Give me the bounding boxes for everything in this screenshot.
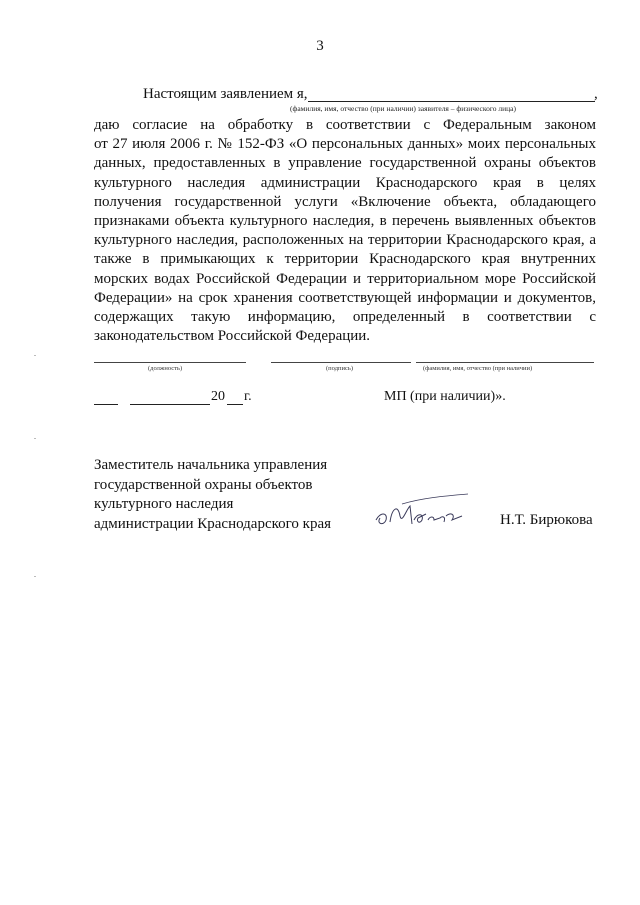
signatory-name: Н.Т. Бирюкова bbox=[500, 512, 593, 528]
paragraph-line: от 27 июля 2006 г. № 152-ФЗ «О персональных данных» моих персональных bbox=[94, 136, 596, 153]
paragraph-line: даю согласие на обработку в соответствии с Федеральным законом bbox=[94, 117, 596, 133]
year-prefix: 20 bbox=[211, 389, 225, 404]
paragraph-line: законодательством Российской Федерации. bbox=[94, 328, 371, 345]
applicant-name-caption: (фамилия, имя, отчество (при наличии) заявителя – физического лица) bbox=[290, 104, 516, 113]
paragraph-line: данных, предоставленных в управление государственной охраны объектов bbox=[94, 155, 596, 172]
position-line bbox=[94, 362, 246, 363]
signatory-title-line: государственной охраны объектов bbox=[94, 476, 313, 493]
signatory-title-line: Заместитель начальника управления bbox=[94, 457, 328, 473]
month-line bbox=[130, 404, 210, 405]
paragraph-line: Федерации» на срок хранения соответствующей информации и документов, bbox=[94, 289, 596, 306]
signatory-title-line: культурного наследия bbox=[94, 496, 234, 512]
paragraph-line: культурного наследия, расположенных на территории Краснодарского края, а bbox=[94, 232, 596, 249]
full-name-line bbox=[416, 362, 594, 363]
signature-line bbox=[271, 362, 411, 363]
paragraph-line: получения государственной услуги «Включение объекта, обладающего bbox=[94, 193, 596, 210]
page-number: 3 bbox=[316, 38, 324, 54]
margin-mark bbox=[34, 438, 36, 439]
handwritten-signature bbox=[372, 490, 472, 536]
statement-intro: Настоящим заявлением я, bbox=[143, 86, 308, 102]
applicant-name-line bbox=[308, 101, 595, 102]
paragraph-line: признаками объекта культурного наследия, в перечень выявленных объектов bbox=[94, 212, 596, 229]
position-caption: (должность) bbox=[148, 365, 183, 372]
consent-paragraph bbox=[94, 116, 596, 346]
paragraph-line: культурного наследия администрации Краснодарского края в целях bbox=[94, 174, 596, 191]
year-suffix: г. bbox=[244, 389, 252, 404]
paragraph-line: морских водах Российской Федерации и территориальном море Российской bbox=[94, 270, 596, 287]
intro-comma: , bbox=[594, 86, 598, 102]
margin-mark bbox=[34, 355, 36, 356]
signatory-title bbox=[94, 456, 331, 534]
margin-mark bbox=[34, 576, 36, 577]
signatory-title-line: администрации Краснодарского края bbox=[94, 515, 332, 532]
paragraph-line: также в примыкающих к территории Краснодарского края внутренних bbox=[94, 251, 596, 268]
day-line bbox=[94, 404, 118, 405]
stamp-placeholder: МП (при наличии)». bbox=[384, 389, 506, 404]
signature-caption: (подпись) bbox=[326, 365, 353, 372]
paragraph-line: содержащих такую информацию, определенный в соответствии с bbox=[94, 308, 596, 325]
full-name-caption: (фамилия, имя, отчество (при наличии) bbox=[423, 365, 533, 372]
year-line bbox=[227, 404, 243, 405]
